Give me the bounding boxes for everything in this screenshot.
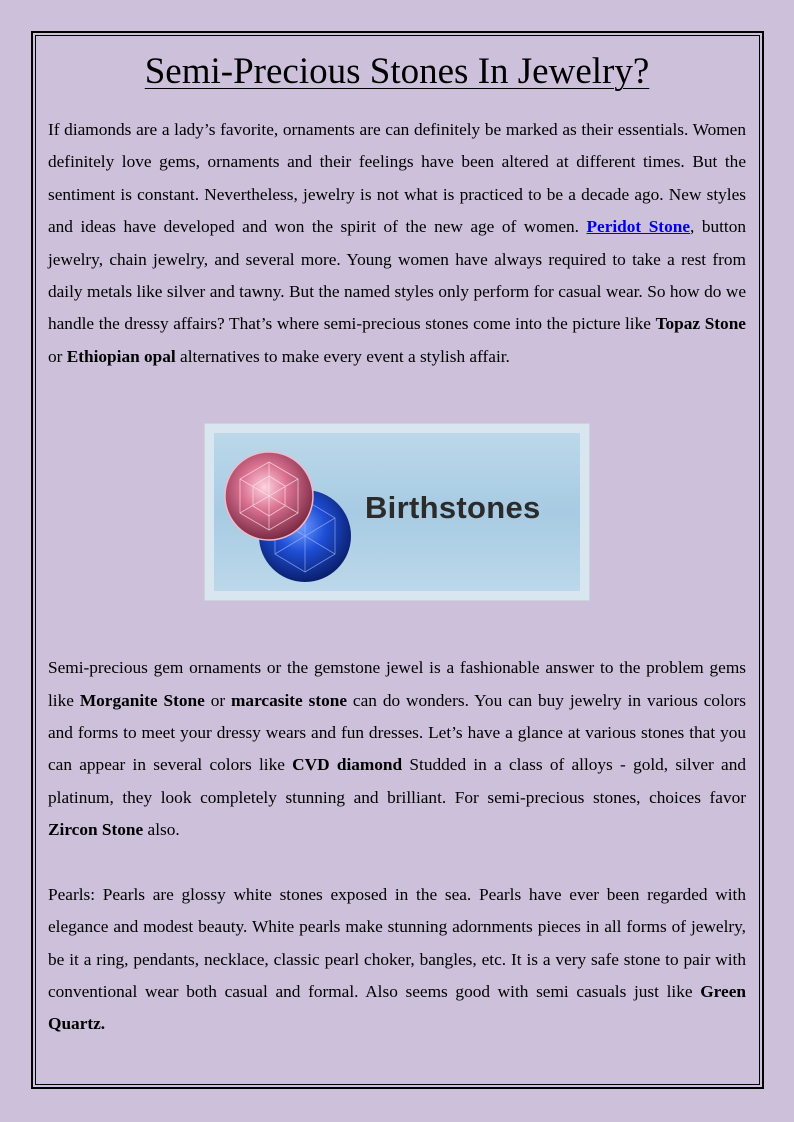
green-quartz-bold: Green Quartz. xyxy=(48,981,746,1034)
peridot-stone-link[interactable]: Peridot Stone xyxy=(586,217,690,237)
morganite-stone-bold: Morganite Stone xyxy=(79,690,205,710)
text-run: or xyxy=(204,690,232,710)
text-run: also. xyxy=(143,820,180,840)
text-run: , button jewelry, chain jewelry, and several more. Young women have always required to take a rest from daily metals like silver and tawny. But the named styles only perform for casual wear. So how do we handle the dressy affairs? That’s where semi-precious stones come into the picture like xyxy=(48,217,746,334)
text-run: can do wonders. You can buy jewelry in various colors and forms to meet your dressy wears and fun dresses. Let’s have a glance at various stones that you can appear in several colors like xyxy=(48,690,746,775)
birthstones-image xyxy=(204,423,590,601)
text-run: or xyxy=(48,346,67,366)
marcasite-stone-bold: marcasite stone xyxy=(231,690,348,710)
gemstone-paragraph xyxy=(48,652,746,846)
ethiopian-opal-bold: Ethiopian opal xyxy=(66,346,176,366)
cvd-diamond-bold: CVD diamond xyxy=(292,755,403,775)
page-title: Semi-Precious Stones In Jewelry? xyxy=(144,51,650,92)
text-run: Studded in a class of alloys - gold, silver and platinum, they look completely stunning and brilliant. For semi-precious stones, choices favor xyxy=(48,755,746,807)
text-run: Semi-precious gem ornaments or the gemstone jewel is a fashionable answer to the problem gems like xyxy=(48,658,746,710)
intro-paragraph xyxy=(48,114,746,373)
pearls-paragraph xyxy=(48,879,746,1041)
birthstones-label: Birthstones xyxy=(365,490,541,526)
topaz-stone-bold: Topaz Stone xyxy=(655,314,746,334)
document-body xyxy=(48,44,746,1041)
text-run: Pearls: Pearls are glossy white stones exposed in the sea. Pearls have ever been regarded with elegance and modest beauty. White pearls make stunning adornments pieces in all forms of jewelry, be it a ring, pendants, necklace, classic pearl choker, bangles, etc. It is a very safe stone to pair with conventional wear both casual and formal. Also seems good with semi casuals just like xyxy=(48,884,746,1001)
text-run: alternatives to make every event a stylish affair. xyxy=(175,346,510,366)
text-run: If diamonds are a lady’s favorite, ornaments are can definitely be marked as their essentials. Women definitely love gems, ornaments and their feelings have been altered at different times. But the sentiment is constant. Nevertheless, jewelry is not what is practiced to be a decade ago. New styles and ideas have developed and won the spirit of the new age of women. xyxy=(48,120,746,237)
zircon-stone-bold: Zircon Stone xyxy=(48,820,144,840)
gemstones-icon xyxy=(217,438,367,588)
